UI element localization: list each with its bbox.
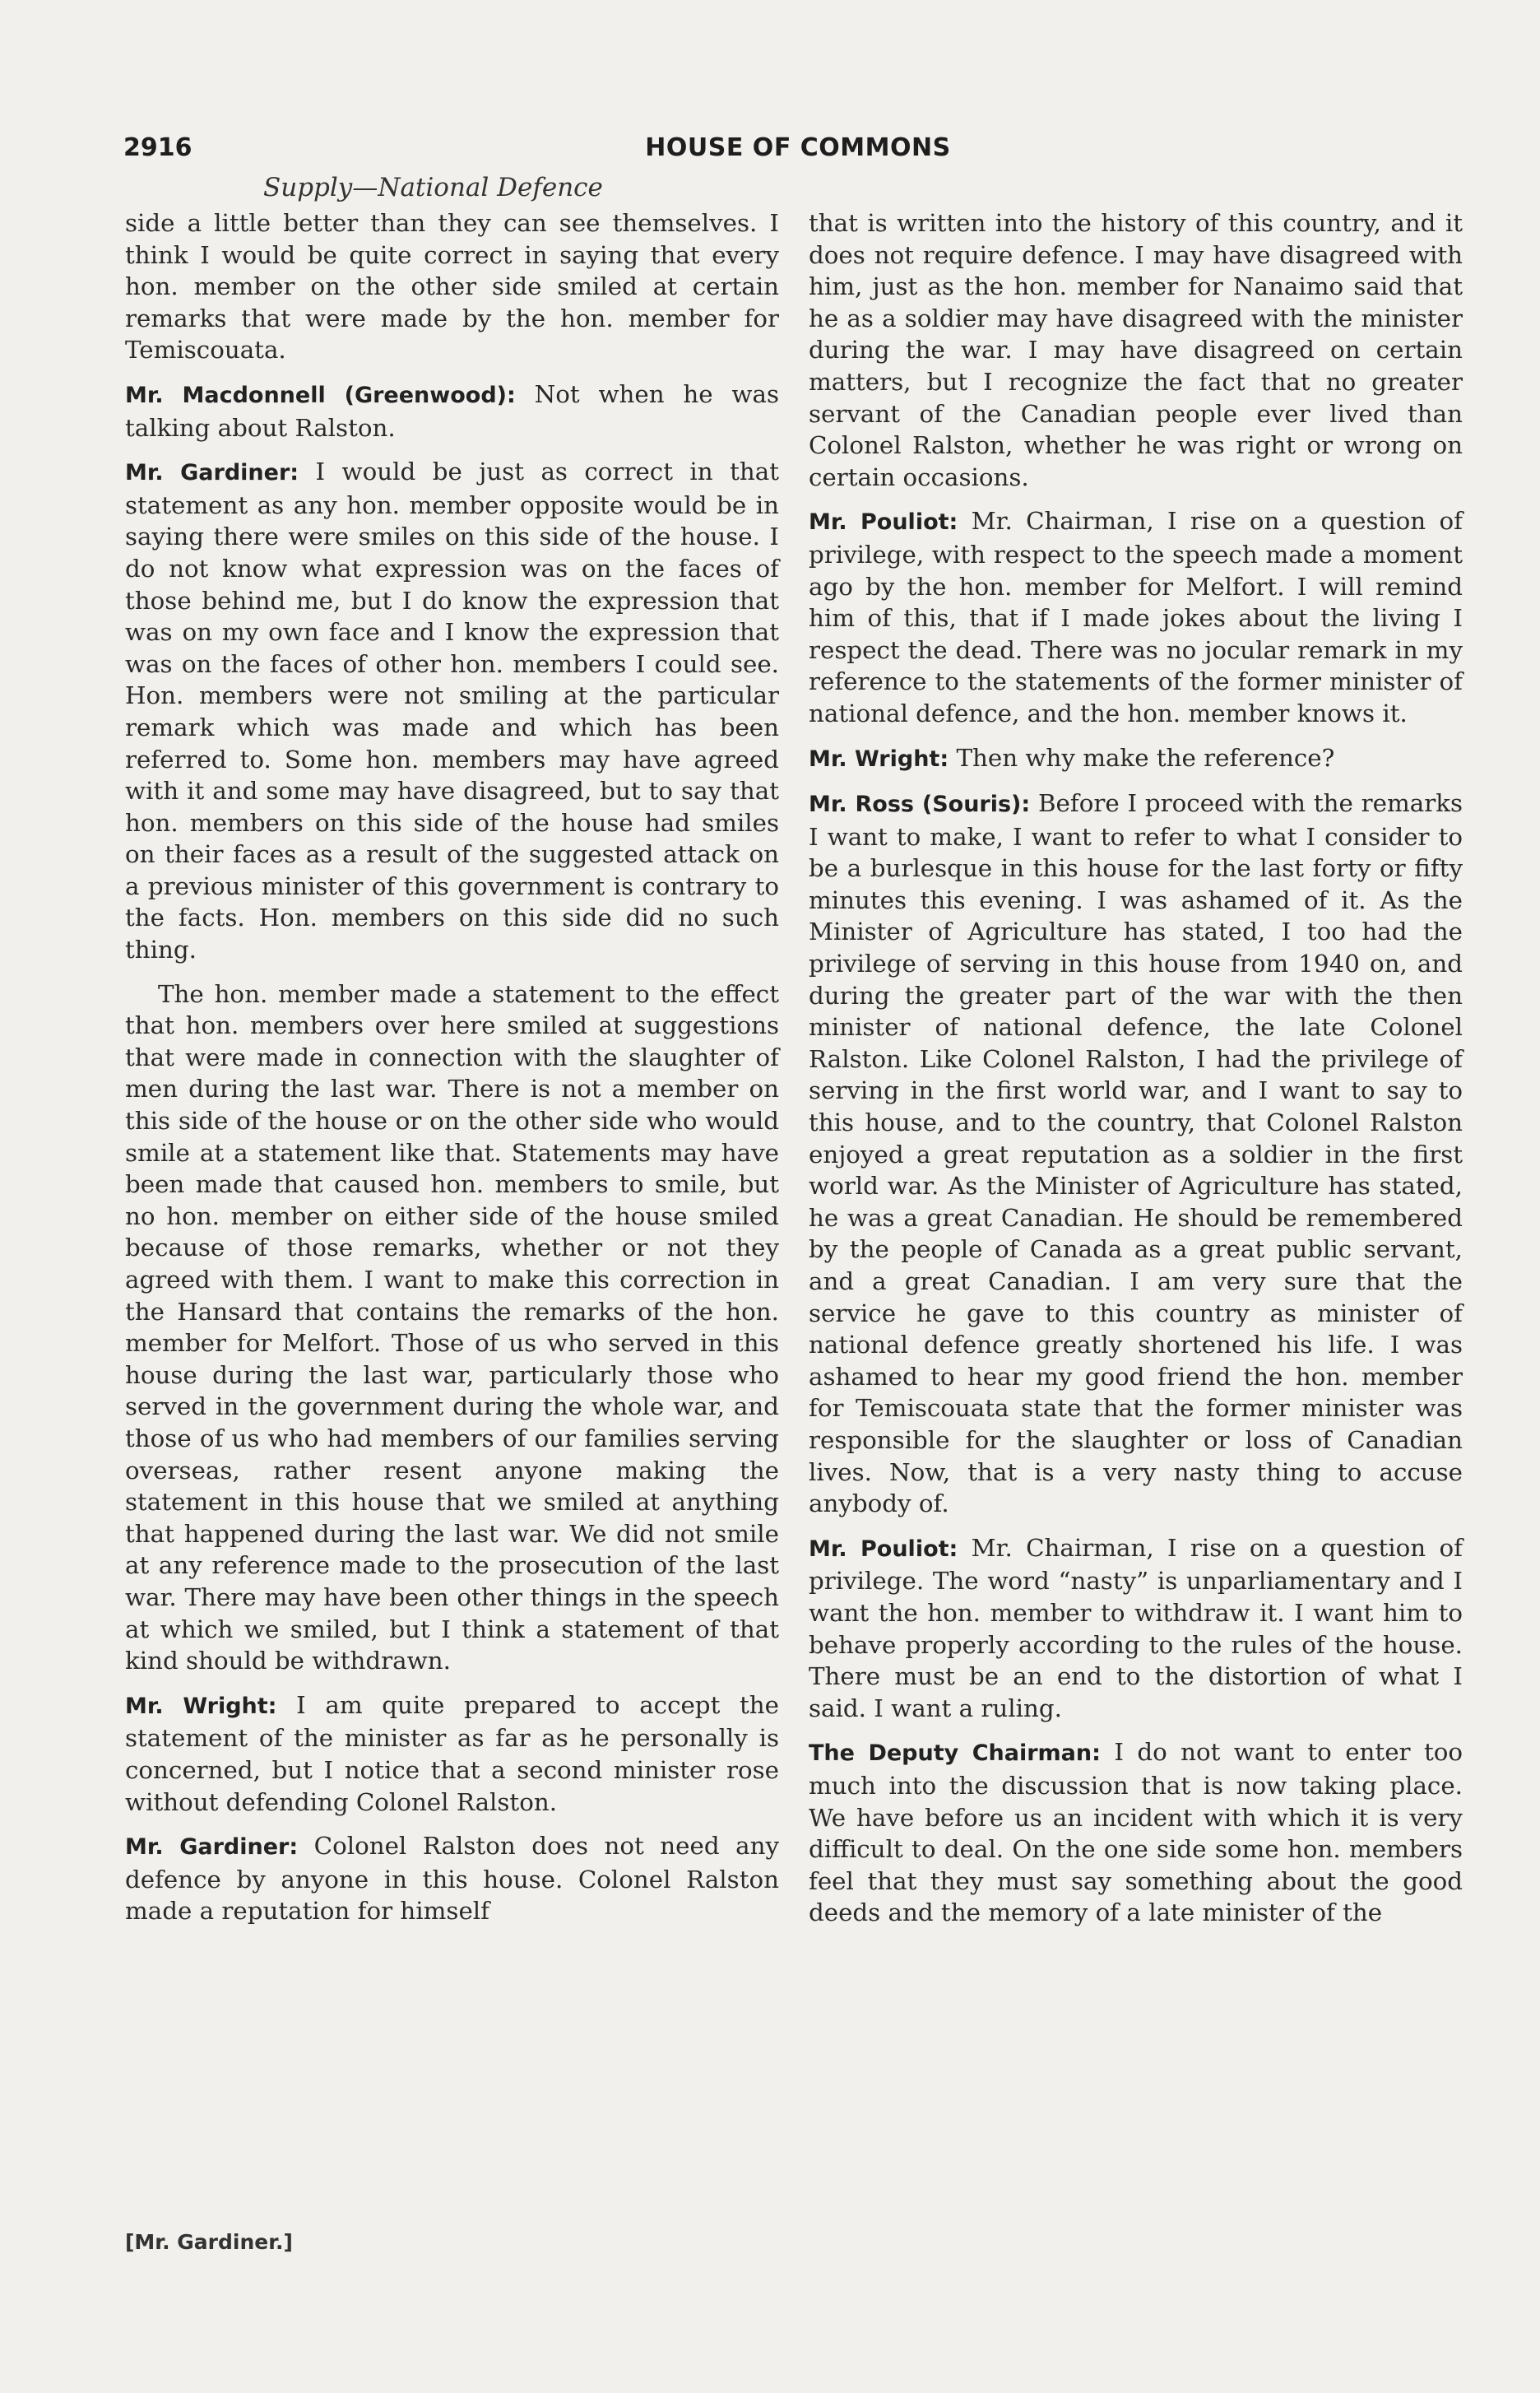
paragraph-text: I do not want to enter too much into the discussion that is now taking place. We have before us an incident with which it is very difficult to deal. On the one side some hon. members feel that they must say something about the good deeds and the memory of a late minister of the [809,1738,1463,1927]
speaker-name: Mr. Pouliot: [809,1536,958,1562]
paragraph-text: Then why make the reference? [956,743,1335,772]
speaker-name: The Deputy Chairman: [809,1740,1101,1767]
speaker-name: Mr. Ross (Souris): [809,792,1031,818]
paragraph-text: side a little better than they can see themselves. I think I would be quite correct in saying that every hon. member on the other side smiled at certain remarks that were made by the hon. member for Temiscouata. [125,209,779,365]
paragraph [125,1689,779,1818]
speaker-name: Mr. Macdonnell (Greenwood): [125,382,516,408]
page-header [123,133,1473,174]
paragraph-text: I would be just as correct in that statement as any hon. member opposite would be in saying there were smiles on this side of the house. I do not know what expression was on the faces of those behind me, but I do know the expression that was on my own face and I know the expression that was on the faces of other hon. members I could see. Hon. members were not smiling at the particular remark which was made and which has been referred to. Some hon. members may have agreed with it and some may have disagreed, but to say that hon. members on this side of the house had smiles on their faces as a result of the suggested attack on a previous minister of this government is contrary to the facts. Hon. members on this side did no such thing. [125,458,779,964]
paragraph-text: Mr. Chairman, I rise on a question of privilege, with respect to the speech made a moment ago by the hon. member for Melfort. I will remind him of this, that if I made jokes about the living I respect the dead. There was no jocular remark in my reference to the statements of the former minister of national defence, and the hon. member knows it. [809,507,1463,727]
paragraph [809,1736,1463,1929]
paragraph-text: that is written into the history of this country, and it does not require defence. I may have disagreed with him, just as the hon. member for Nanaimo said that he as a soldier may have disagreed with the minister during the war. I may have disagreed on certain matters, but I recognize the fact that no greater servant of the Canadian people ever lived than Colonel Ralston, whether he was right or wrong on certain occasions. [809,209,1463,491]
left-column [125,207,779,1940]
paragraph [125,379,779,444]
paragraph [809,742,1463,776]
paragraph [809,788,1463,1520]
paragraph-text: The hon. member made a statement to the effect that hon. members over here smiled at suggestions that were made in connection with the slaughter of men during the last war. There is not a member on this side of the house or on the other side who would smile at a statement like that. Statements may have been made that caused hon. members to smile, but no hon. member on either side of the house smiled because of those remarks, whether or not they agreed with them. I want to make this correction in the Hansard that contains the remarks of the hon. member for Melfort. Those of us who served in this house during the last war, particularly those who served in the government during the whole war, and those of us who had members of our families serving overseas, rather resent anyone making the statement in this house that we smiled at anything that happened during the last war. We did not smile at any reference made to the prosecution of the last war. There may have been other things in the speech at which we smiled, but I think a statement of that kind should be withdrawn. [125,979,779,1675]
paragraph-text: I am quite prepared to accept the statement of the minister as far as he personally is concerned, but I notice that a second minister rose without defending Colonel Ralston. [125,1690,779,1816]
paragraph [809,207,1463,493]
running-title: HOUSE OF COMMONS [645,133,951,162]
page-number: 2916 [123,133,192,162]
paragraph [125,1830,779,1927]
paragraph [125,207,779,366]
paragraph-text: Not when he was talking about Ralston. [125,379,779,442]
speaker-name: Mr. Pouliot: [809,509,958,536]
paragraph-text: Mr. Chairman, I rise on a question of privilege. The word “nasty” is unparliamentary and I want the hon. member to withdraw it. I want him to behave properly according to the rules of the house. There must be an end to the distortion of what I said. I want a ruling. [809,1533,1463,1722]
section-heading: Supply—National Defence [263,173,603,202]
paragraph-text: Colonel Ralston does not need any defence by anyone in this house. Colonel Ralston made a reputation for himself [125,1832,779,1926]
right-column [809,207,1463,1941]
speaker-name: Mr. Wright: [809,746,949,772]
paragraph [125,456,779,966]
paragraph-text: Before I proceed with the remarks I want to make, I want to refer to what I consider to be a burlesque in this house for the last forty or fifty minutes this evening. I was ashamed of it. As the Minister of Agriculture has stated, I too had the privilege of serving in this house from 1940 on, and during the greater part of the war with the then minister of national defence, the late Colonel Ralston. Like Colonel Ralston, I had the privilege of serving in the first world war, and I want to say to this house, and to the country, that Colonel Ralston enjoyed a great reputation as a soldier in the first world war. As the Minister of Agriculture has stated, he was a great Canadian. He should be remembered by the people of Canada as a great public servant, and a great Canadian. I am very sure that the service he gave to this country as minister of national defence greatly shortened his life. I was ashamed to hear my good friend the hon. member for Temiscouata state that the former minister was responsible for the slaughter or loss of Canadian lives. Now, that is a very nasty thing to accuse anybody of. [809,789,1463,1518]
paragraph [809,505,1463,729]
speaker-name: Mr. Gardiner: [125,460,299,486]
footer-speaker-tag: [Mr. Gardiner.] [125,2230,293,2254]
paragraph [809,1532,1463,1725]
speaker-name: Mr. Gardiner: [125,1834,299,1861]
speaker-name: Mr. Wright: [125,1693,277,1719]
paragraph [125,978,779,1677]
